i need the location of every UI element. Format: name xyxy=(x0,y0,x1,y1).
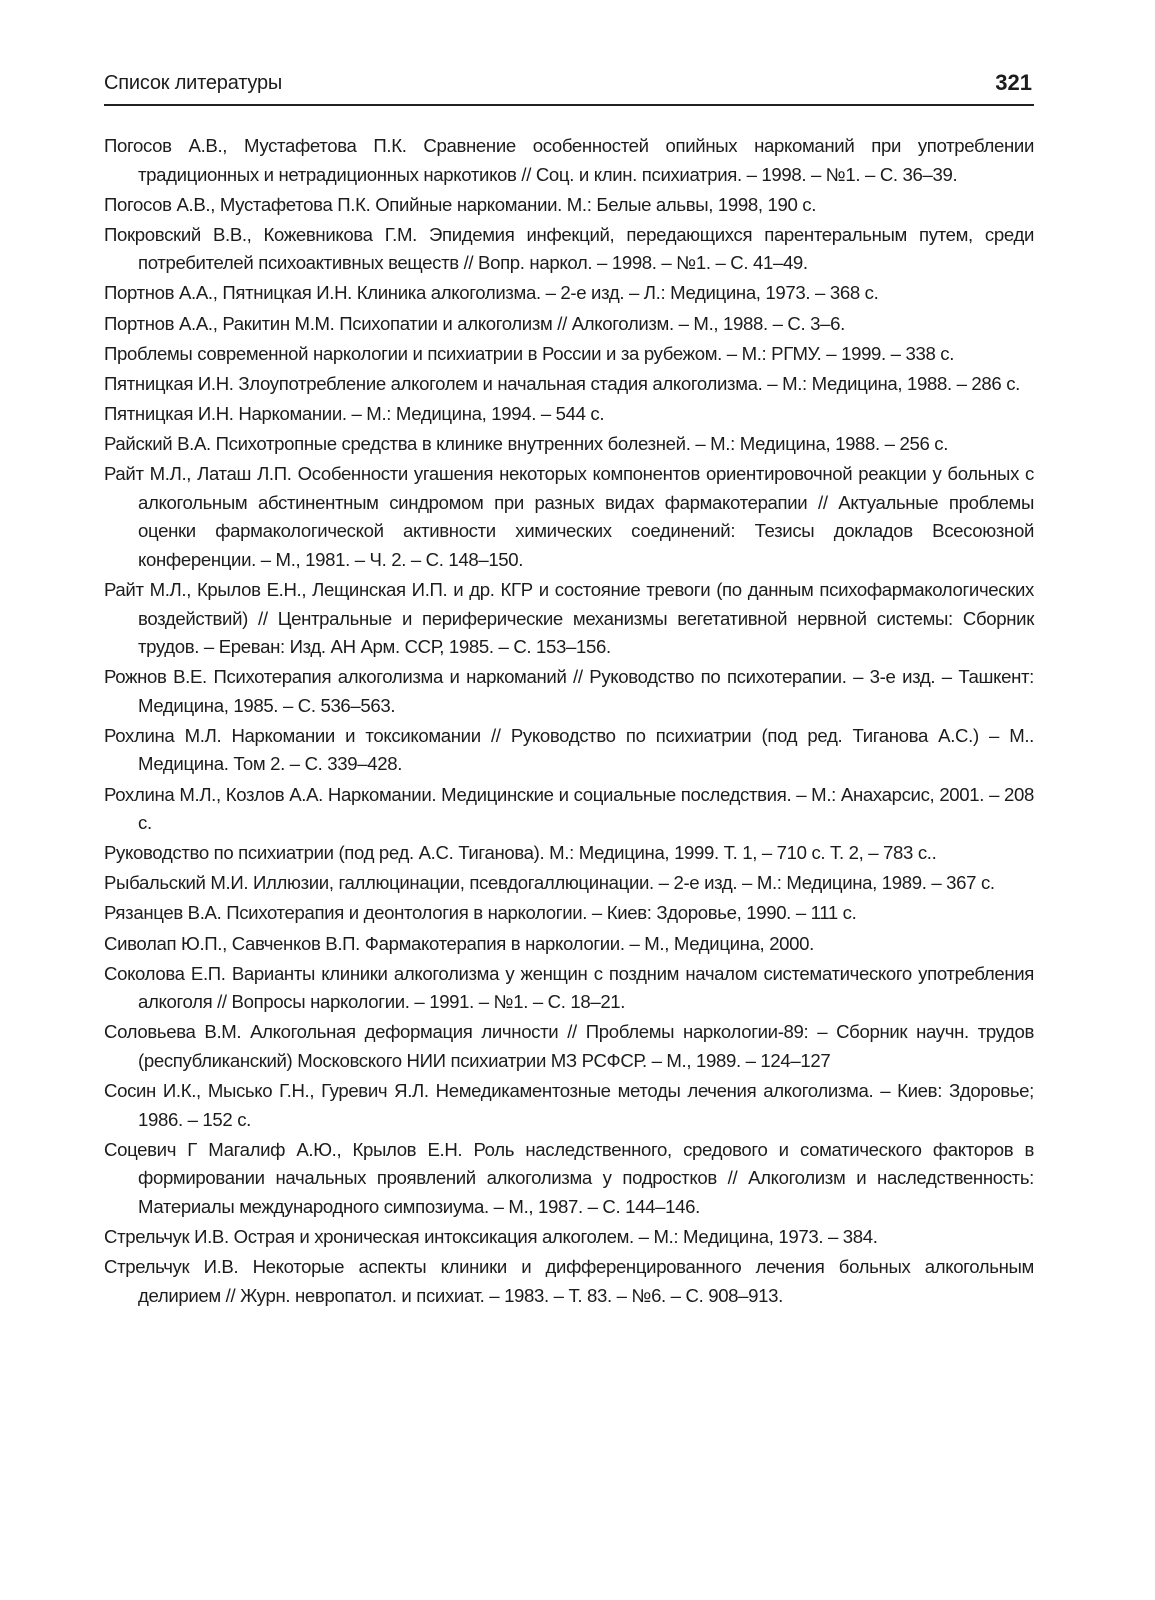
reference-entry: Райский В.А. Психотропные средства в клинике внутренних болезней. – М.: Медицина, 1988. – 256 с. xyxy=(104,432,949,454)
reference-entry: Райт М.Л., Крылов Е.Н., Лещинская И.П. и др. КГР и состояние тревоги (по данным психофармакологических воздействий) // Центральные и периферические механизмы вегетативной нервной системы: Сборник трудов. – Ереван: Изд. АН Арм. ССР, 1985. – С. 153–156. xyxy=(104,578,1034,658)
page-number: 321 xyxy=(995,70,1032,95)
reference-entry: Рохлина М.Л., Козлов А.А. Наркомании. Медицинские и социальные последствия. – М.: Анахарсис, 2001. – 208 с. xyxy=(104,783,1034,834)
reference-entry: Руководство по психиатрии (под ред. А.С. Тиганова). М.: Медицина, 1999. Т. 1, – 710 с. Т. 2, – 783 с.. xyxy=(104,842,937,864)
reference-list xyxy=(104,132,1034,1312)
reference-entry: Сиволап Ю.П., Савченков В.П. Фармакотерапия в наркологии. – М., Медицина, 2000. xyxy=(104,932,814,954)
reference-entry: Рязанцев В.А. Психотерапия и деонтология в наркологии. – Киев: Здоровье, 1990. – 111 с. xyxy=(104,902,857,924)
reference-entry: Соловьева В.М. Алкогольная деформация личности // Проблемы наркологии-89: – Сборник научн. трудов (республиканский) Московского НИИ психиатрии МЗ РСФСР. – М., 1989. – 124–127 xyxy=(104,1021,1034,1071)
page-header xyxy=(104,70,1034,106)
reference-entry: Погосов А.В., Мустафетова П.К. Сравнение особенностей опийных наркоманий при употреблении традиционных и нетрадиционных наркотиков // Соц. и клин. психиатрия. – 1998. – №1. – С. 36–39. xyxy=(104,135,1034,185)
reference-entry: Портнов А.А., Ракитин М.М. Психопатии и алкоголизм // Алкоголизм. – М., 1988. – С. 3–6. xyxy=(104,312,845,334)
reference-entry: Портнов А.А., Пятницкая И.Н. Клиника алкоголизма. – 2-е изд. – Л.: Медицина, 1973. – 368 с. xyxy=(104,282,879,304)
reference-entry: Соколова Е.П. Варианты клиники алкоголизма у женщин с поздним началом систематического употребления алкоголя // Вопросы наркологии. – 1991. – №1. – С. 18–21. xyxy=(104,962,1034,1013)
reference-entry: Райт М.Л., Латаш Л.П. Особенности угашения некоторых компонентов ориентировочной реакции у больных с алкогольным абстинентным синдромом при разных видах фармакотерапии // Актуальные проблемы оценки фармакологической активности химических соединений: Тезисы докладов Всесоюзной конференции. – М., 1981. – Ч. 2. – С. 148–150. xyxy=(104,463,1034,570)
reference-entry: Погосов А.В., Мустафетова П.К. Опийные наркомании. М.: Белые альвы, 1998, 190 с. xyxy=(104,193,817,215)
running-title: Список литературы xyxy=(104,72,283,94)
reference-entry: Пятницкая И.Н. Наркомании. – М.: Медицина, 1994. – 544 с. xyxy=(104,402,605,424)
reference-entry: Проблемы современной наркологии и психиатрии в России и за рубежом. – М.: РГМУ. – 1999. – 338 с. xyxy=(104,342,955,364)
reference-entry: Покровский В.В., Кожевникова Г.М. Эпидемия инфекций, передающихся парентеральным путем, среди потребителей психоактивных веществ // Вопр. наркол. – 1998. – №1. – С. 41–49. xyxy=(104,223,1034,274)
reference-entry: Пятницкая И.Н. Злоупотребление алкоголем и начальная стадия алкоголизма. – М.: Медицина, 1988. – 286 с. xyxy=(104,372,1020,394)
reference-entry: Соцевич Г Магалиф А.Ю., Крылов Е.Н. Роль наследственного, средового и соматического факторов в формировании начальных проявлений алкоголизма у подростков // Алкоголизм и наследственность: Материалы международного симпозиума. – М., 1987. – С. 144–146. xyxy=(104,1138,1034,1217)
reference-entry: Рыбальский М.И. Иллюзии, галлюцинации, псевдогаллюцинации. – 2-е изд. – М.: Медицина, 1989. – 367 с. xyxy=(104,872,995,894)
reference-entry: Стрельчук И.В. Некоторые аспекты клиники и дифференцированного лечения больных алкогольным делирием // Журн. невропатол. и психиат. – 1983. – Т. 83. – №6. – С. 908–913. xyxy=(104,1256,1034,1306)
reference-entry: Рожнов В.Е. Психотерапия алкоголизма и наркоманий // Руководство по психотерапии. – 3-е изд. – Ташкент: Медицина, 1985. – С. 536–563. xyxy=(104,666,1034,716)
reference-entry: Стрельчук И.В. Острая и хроническая интоксикация алкоголем. – М.: Медицина, 1973. – 384. xyxy=(104,1225,878,1247)
reference-entry: Рохлина М.Л. Наркомании и токсикомании // Руководство по психиатрии (под ред. Тиганова А.С.) – М.. Медицина. Том 2. – С. 339–428. xyxy=(104,724,1034,775)
reference-entry: Сосин И.К., Мысько Г.Н., Гуревич Я.Л. Немедикаментозные методы лечения алкоголизма. – Киев: Здоровье; 1986. – 152 с. xyxy=(104,1080,1034,1130)
